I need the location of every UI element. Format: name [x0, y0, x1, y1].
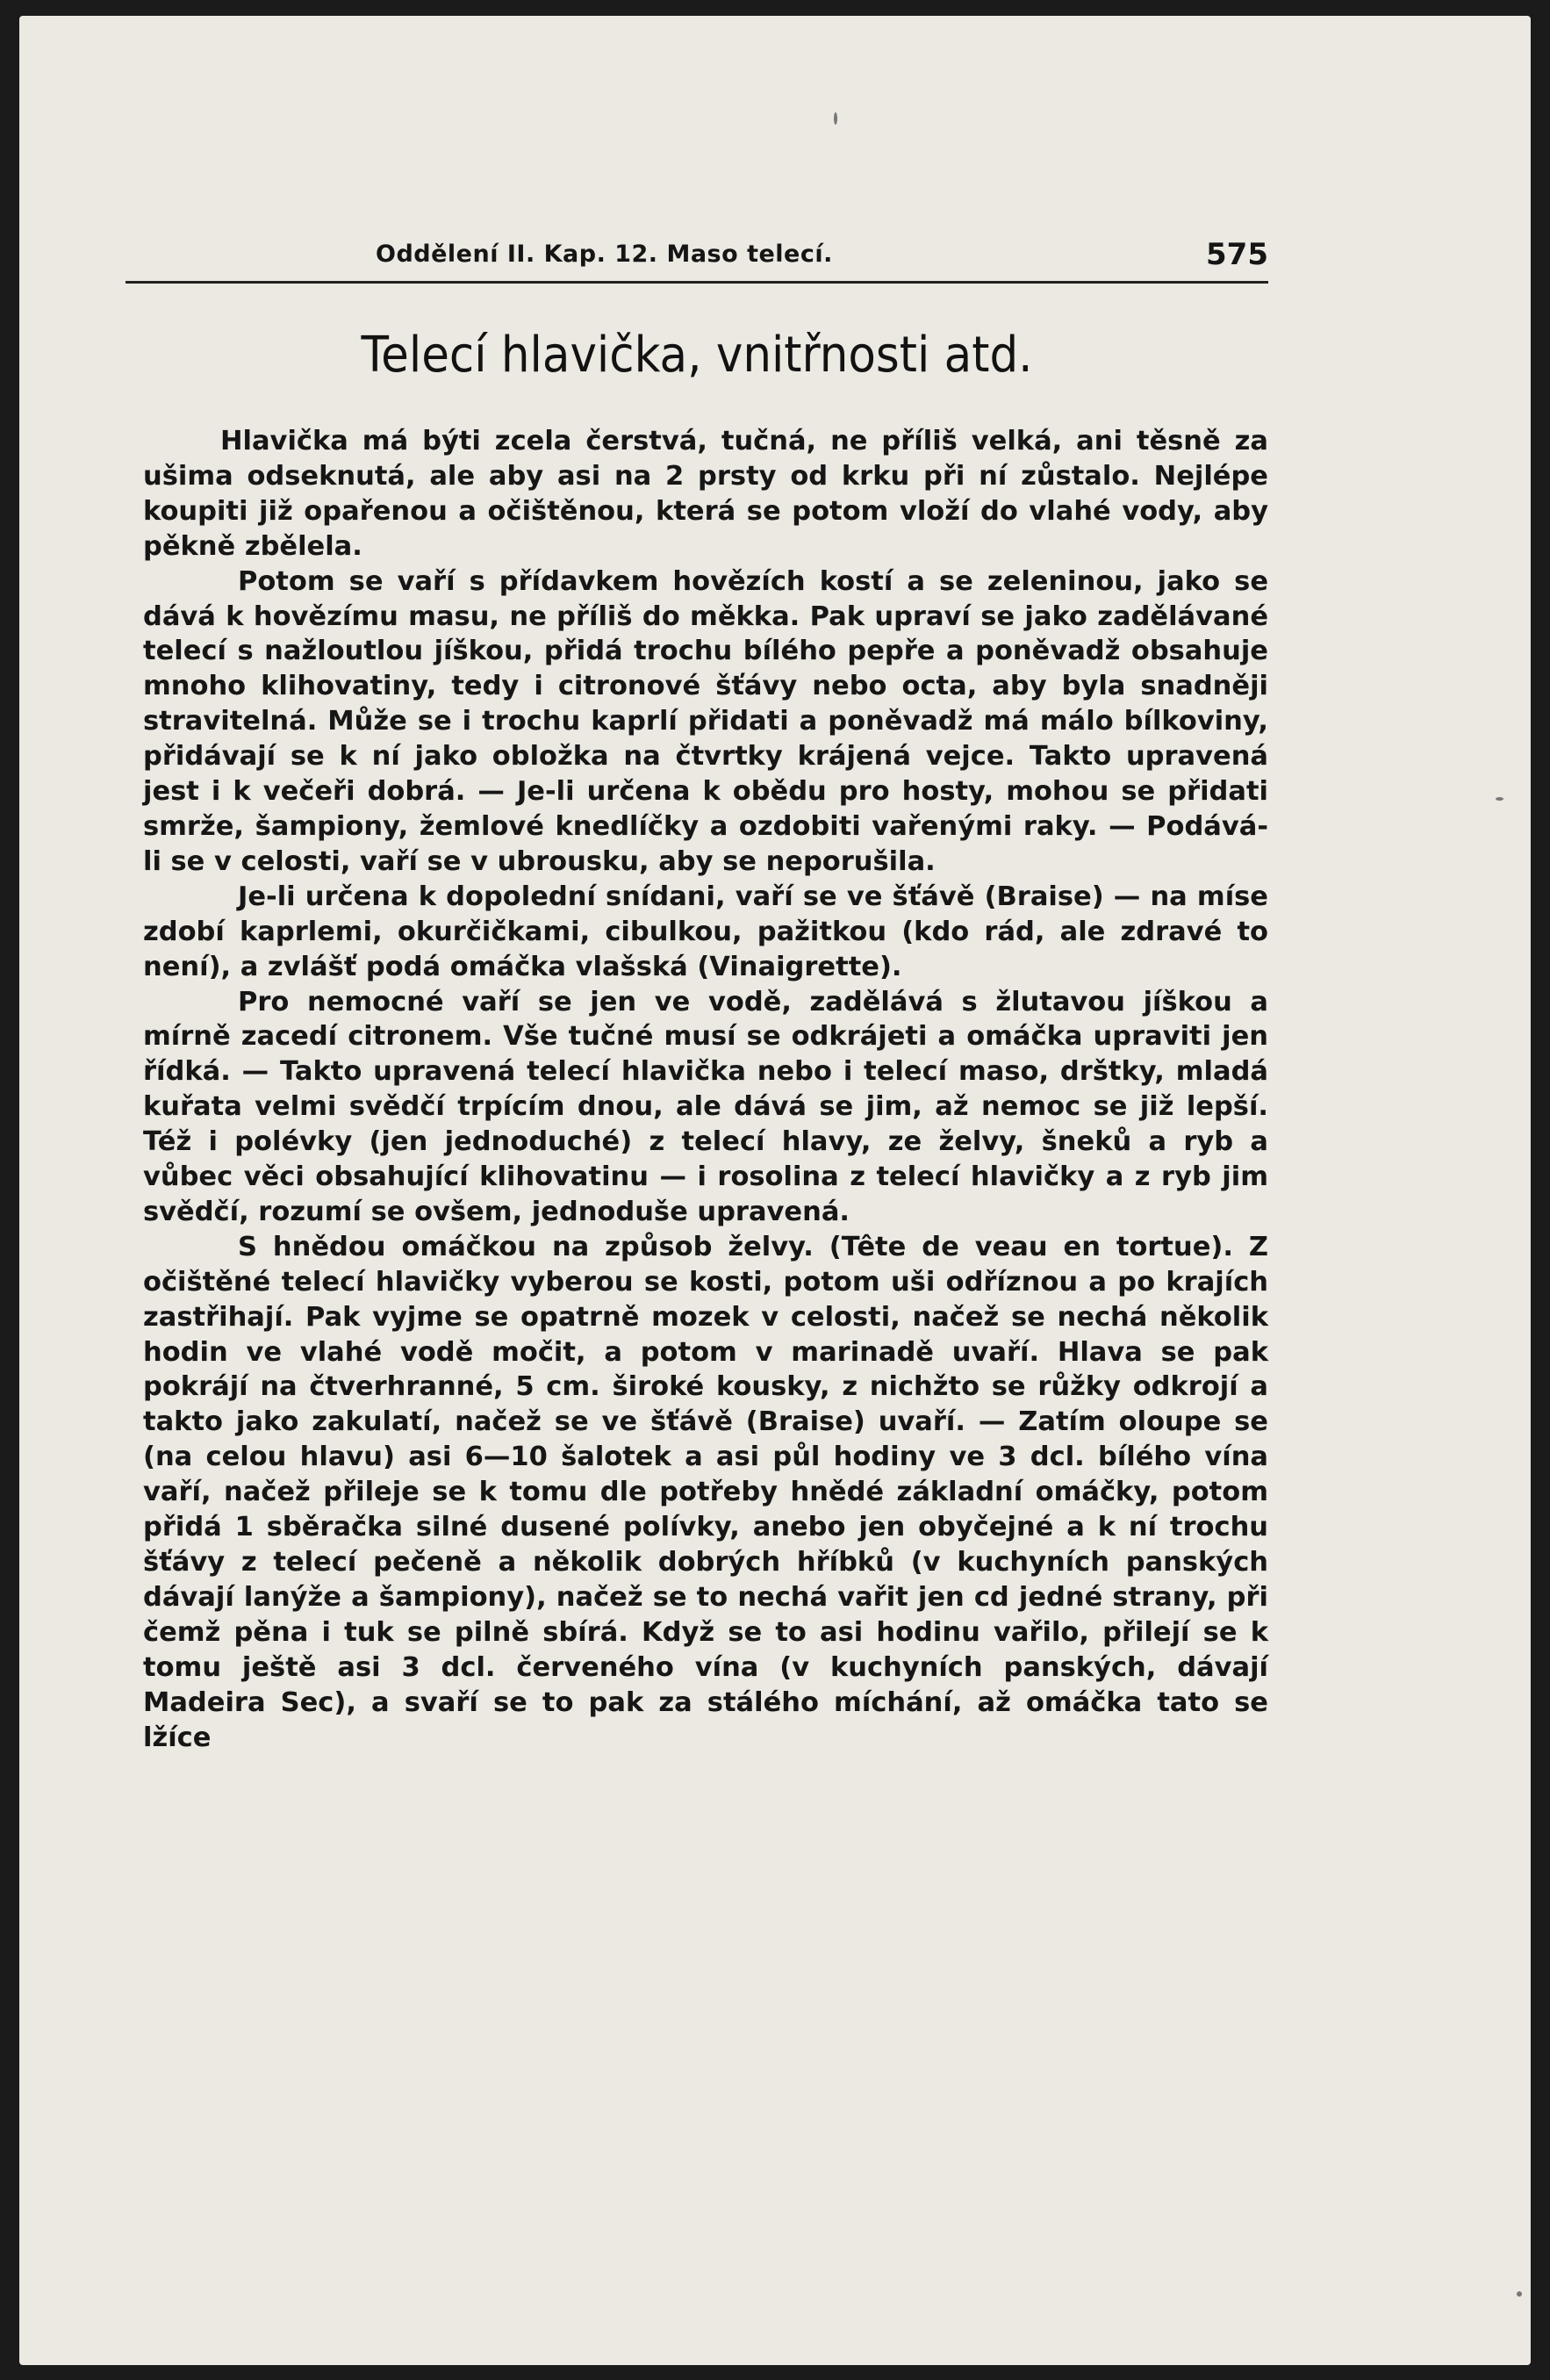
section-title: Telecí hlavička, vnitřnosti atd.: [361, 327, 1033, 384]
paragraph-text: (Tête de veau en tortue). Z očištěné telecí hlavičky vyberou se kosti, potom uši odříznou a po krajích zastřihají. Pak vyjme se opatrně mozek v celosti, načež se nechá několik hodin ve vlahé vodě močit, a potom v marinadě uvaří. Hlava se pak pokrájí na čtverhranné, 5 cm. široké kousky, z nichžto se růžky odkrojí a takto jako zakulatí, načež se ve šťávě (Braise) uvaří. — Zatím oloupe se (na celou hlavu) asi 6—10 šalotek a asi půl hodiny ve 3 dcl. bílého vína vaří, načež přileje se k tomu dle potřeby hnědé základní omáčky, potom přidá 1 sběračka silné dusené polívky, anebo jen obyčejné a k ní trochu šťávy z telecí pečeně a několik dobrých hříbků (v kuchyních panských dávají lanýže a šampiony), načež se to nechá vařit jen cd jedné strany, při čemž pěna i tuk se pilně sbírá. Když se to asi hodinu vařilo, přilejí se k tomu ještě asi 3 dcl. červeného vína (v kuchyních panských, dávají Madeira Sec), a svaří se to pak za stálého míchání, až omáčka tato se lžíce: [143, 1231, 1268, 1753]
paragraph: [143, 880, 1268, 985]
paragraph-text: má býti zcela čerstvá, tučná, ne příliš velká, ani těsně za ušima odseknutá, ale aby asi na 2 prsty od krku při ní zůstalo. Nejlépe koupiti již opařenou a očištěnou, která se potom vloží do vlahé vody, aby pěkně zbělela.: [143, 426, 1268, 562]
paragraph-text: Pro nemocné vaří se jen ve vodě, zadělává s žlutavou jíškou a mírně zacedí citronem. Vše tučné musí se odkrájeti a omáčka upraviti jen řídká. — Takto upravená telecí hlavička nebo i telecí maso, drštky, mladá kuřata velmi svědčí trpícím dnou, ale dává se jim, až nemoc se již lepší. Též i polévky (jen jednoduché) z telecí hlavy, ze želvy, šneků a ryb a vůbec věci obsahující klihovatinu — i rosolina z telecí hlavičky a z ryb jim svědčí, rozumí se ovšem, jednoduše upravená.: [143, 986, 1268, 1227]
paragraph-text: Je-li určena k dopolední snídani, vaří se ve šťávě (Braise) — na míse zdobí kaprlemi, okurčičkami, cibulkou, pažitkou (kdo rád, ale zdravé to není), a zvlášť podá omáčka vlašská (Vinaigrette).: [143, 881, 1268, 982]
page-number: 575: [1206, 237, 1268, 272]
running-title: Oddělení II. Kap. 12. Maso telecí.: [376, 241, 833, 268]
print-speck: [1496, 797, 1503, 801]
paragraph-lead: Hlavička: [220, 426, 348, 457]
paragraph-text: Potom se vaří s přídavkem hovězích kostí a se zeleninou, jako se dává k hovězímu masu, ne příliš do měkka. Pak upraví se jako zadělávané telecí s nažloutlou jíškou, přidá trochu bílého pepře a poněvadž obsahuje mnoho klihovatiny, tedy i citronové šťávy nebo octa, aby byla snadněji stravitelná. Může se i trochu kaprlí přidati a poněvadž má málo bílkoviny, přidávají se k ní jako obložka na čtvrtky krájená vejce. Takto upravená jest i k večeři dobrá. — Je-li určena k obědu pro hosty, mohou se přidati smrže, šampiony, žemlové knedlíčky a ozdobiti vařenými raky. — Podává-li se v celosti, vaří se v ubrousku, aby se neporušila.: [143, 565, 1268, 877]
print-speck: [1517, 2291, 1522, 2297]
paragraph: [143, 1230, 1268, 1756]
paragraph: [143, 424, 1268, 564]
print-speck: [834, 112, 837, 125]
paragraph: [143, 985, 1268, 1230]
body-text: [143, 424, 1268, 1755]
running-header: [126, 235, 1268, 284]
paragraph-lead: S hnědou omáčkou na způsob želvy.: [238, 1231, 814, 1262]
paragraph: [143, 564, 1268, 880]
